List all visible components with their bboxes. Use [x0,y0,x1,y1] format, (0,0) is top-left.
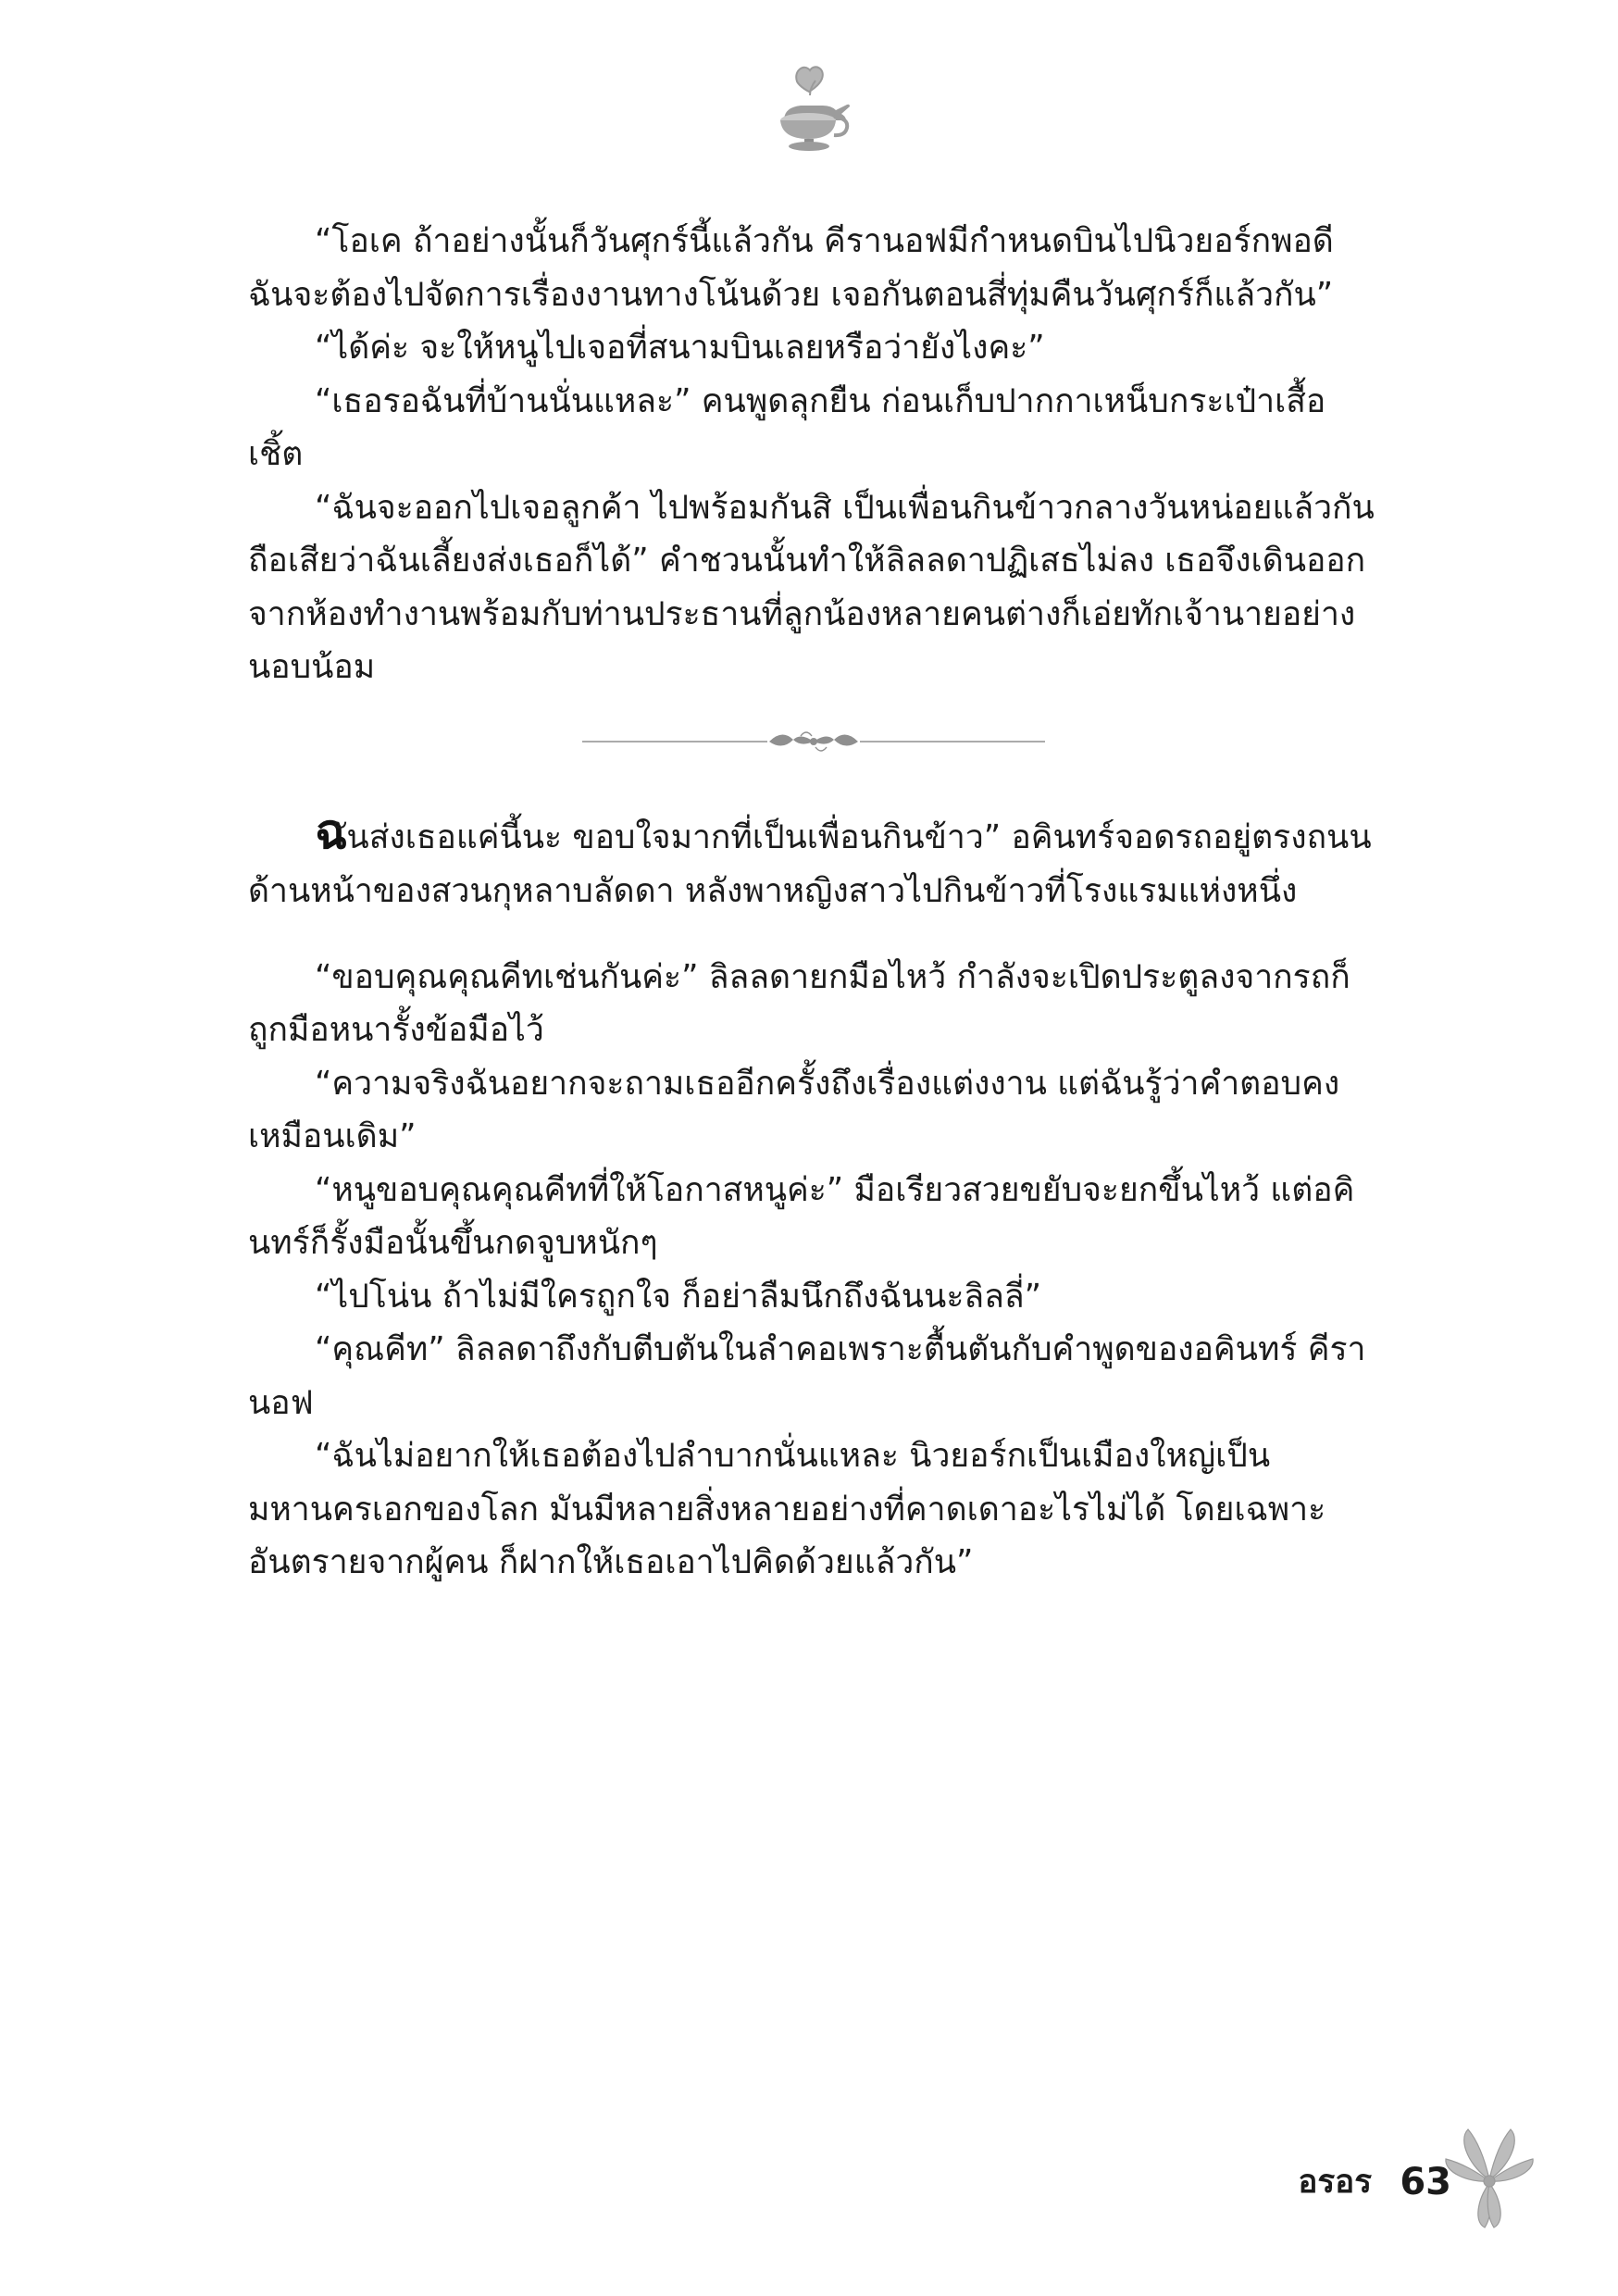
page-number: 63 [1400,2160,1451,2203]
paragraph: “โอเค ถ้าอย่างนั้นก็วันศุกร์นี้แล้วกัน คีรานอฟมีกำหนดบินไปนิวยอร์กพอดี ฉันจะต้องไปจัดการเรื่องงานทางโน้นด้วย เจอกันตอนสี่ทุ่มคืนวันศุกร์ก็แล้วกัน” [248,222,1334,314]
paragraph: “คุณคีท” ลิลลดาถึงกับตีบตันในลำคอเพราะตื้นตันกับคำพูดของอคินทร์ คีรานอฟ [248,1330,1366,1422]
section-divider [248,707,1379,776]
paragraph: “ไปโน่น ถ้าไม่มีใครถูกใจ ก็อย่าลืมนึกถึงฉันนะลิลลี่” [315,1277,1042,1316]
page-content [248,215,1379,1590]
footer-book-title: อรอร [1298,2164,1372,2201]
drop-cap: ฉ [315,805,347,860]
paragraph: “เธอรอฉันที่บ้านนั่นแหละ” คนพูดลุกยืน ก่อนเก็บปากกาเหน็บกระเป๋าเสื้อเชิ้ต [248,381,1326,473]
paragraph: “ได้ค่ะ จะให้หนูไปเจอที่สนามบินเลยหรือว่ายังไงคะ” [315,329,1045,367]
page-footer [1298,2156,1451,2207]
oil-lamp-with-heart-icon [749,54,869,156]
dropcap-paragraph [248,805,1379,917]
paragraph: “ฉันจะออกไปเจอลูกค้า ไปพร้อมกันสิ เป็นเพื่อนกินข้าวกลางวันหน่อยแล้วกัน ถือเสียว่าฉันเลี้ยงส่งเธอก็ได้” คำชวนนั้นทำให้ลิลลดาปฏิเสธไม่ลง เธอจึงเดินออกจากห้องทำงานพร้อมกับท่านประธานที่ลูกน้องหลายคนต่างก็เอ่ยทักเจ้านายอย่างนอบน้อม [248,488,1375,686]
lily-flower-icon [1420,2115,1559,2239]
dropcap-paragraph-text: ันส่งเธอแค่นี้นะ ขอบใจมากที่เป็นเพื่อนกินข้าว” อคินทร์จอดรถอยู่ตรงถนนด้านหน้าของสวนกุหลาบลัดดา หลังพาหญิงสาวไปกินข้าวที่โรงแรมแห่งหนึ่ง [248,818,1372,910]
decorative-swirl-divider-icon [573,723,1054,760]
paragraph: “ฉันไม่อยากให้เธอต้องไปลำบากนั่นแหละ นิวยอร์กเป็นเมืองใหญ่เป็นมหานครเอกของโลก มันมีหลายสิ่งหลายอย่างที่คาดเดาอะไรไม่ได้ โดยเฉพาะอันตรายจากผู้คน ก็ฝากให้เธอเอาไปคิดด้วยแล้วกัน” [248,1437,1326,1581]
header-ornament [0,54,1618,156]
paragraph: “ความจริงฉันอยากจะถามเธออีกครั้งถึงเรื่องแต่งงาน แต่ฉันรู้ว่าคำตอบคงเหมือนเดิม” [248,1064,1340,1155]
paragraph: “หนูขอบคุณคุณคีทที่ให้โอกาสหนูค่ะ” มือเรียวสวยขยับจะยกขึ้นไหว้ แต่อคินทร์ก็รั้งมือนั้นขึ้นกดจูบหนักๆ [248,1170,1355,1262]
paragraph: “ขอบคุณคุณคีทเช่นกันค่ะ” ลิลลดายกมือไหว้ กำลังจะเปิดประตูลงจากรถก็ถูกมือหนารั้งข้อมือไว้ [248,957,1350,1049]
